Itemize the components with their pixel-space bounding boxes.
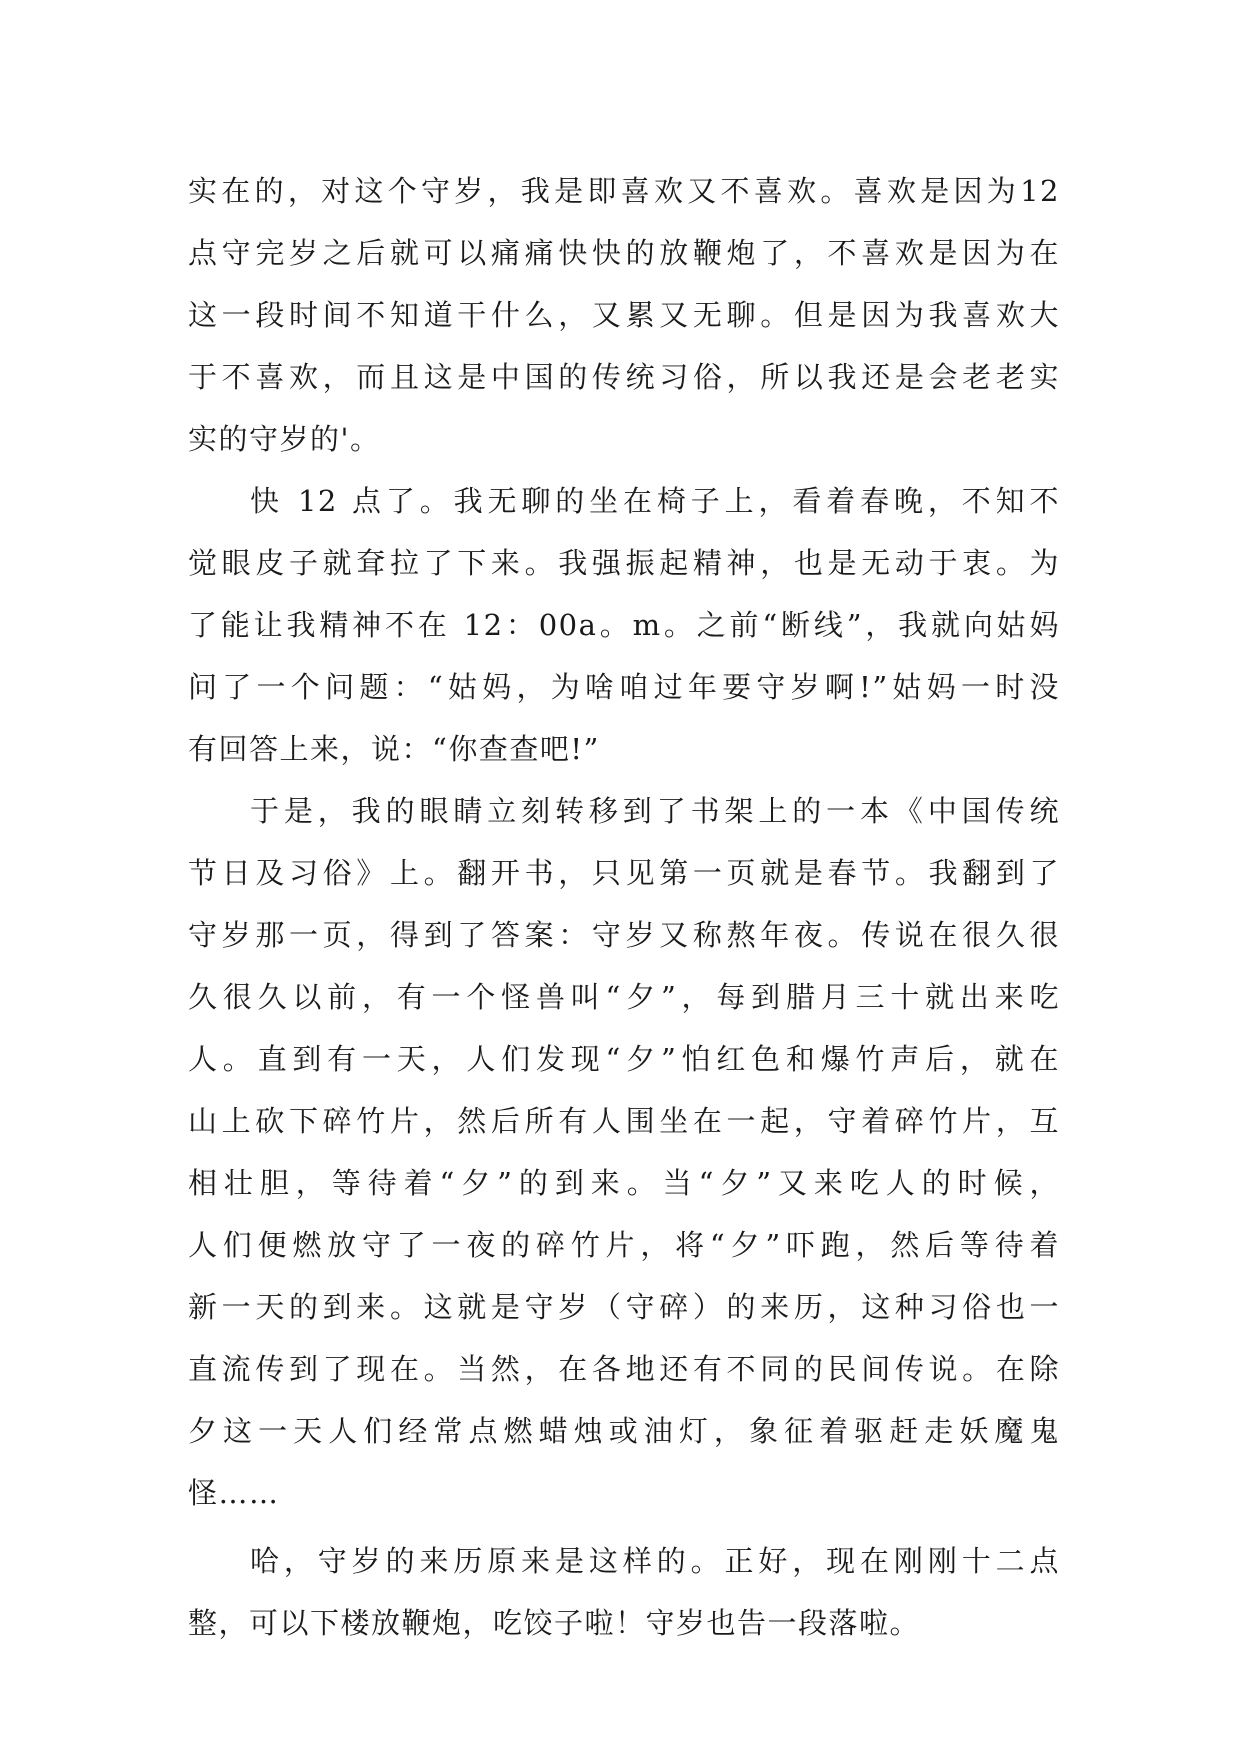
text-line: 夕这一天人们经常点燃蜡烛或油灯，象征着驱赶走妖魔鬼 [188, 1414, 1060, 1448]
paragraph-1 [188, 160, 1060, 470]
text-line: 点守完岁之后就可以痛痛快快的放鞭炮了，不喜欢是因为在 [188, 236, 1060, 270]
text-line: 久很久以前，有一个怪兽叫“夕”，每到腊月三十就出来吃 [188, 980, 1060, 1014]
text-line: 山上砍下碎竹片，然后所有人围坐在一起，守着碎竹片，互 [188, 1104, 1060, 1138]
text-line: 快 12 点了。我无聊的坐在椅子上，看着春晚，不知不 [250, 484, 1060, 518]
text-line: 于是，我的眼睛立刻转移到了书架上的一本《中国传统 [250, 794, 1060, 828]
text-line: 实的守岁的'。 [188, 422, 381, 456]
text-line: 守岁那一页，得到了答案：守岁又称熬年夜。传说在很久很 [188, 918, 1060, 952]
document-body [188, 160, 1060, 1654]
text-line: 整，可以下楼放鞭炮，吃饺子啦！守岁也告一段落啦。 [188, 1606, 921, 1640]
text-line: 相壮胆，等待着“夕”的到来。当“夕”又来吃人的时候， [188, 1166, 1060, 1200]
text-line: 节日及习俗》上。翻开书，只见第一页就是春节。我翻到了 [188, 856, 1060, 890]
text-line: 于不喜欢，而且这是中国的传统习俗，所以我还是会老老实 [188, 360, 1060, 394]
paragraph-3 [188, 780, 1060, 1524]
text-line: 新一天的到来。这就是守岁（守碎）的来历，这种习俗也一 [188, 1290, 1060, 1324]
text-line: 实在的，对这个守岁，我是即喜欢又不喜欢。喜欢是因为12 [188, 174, 1060, 208]
text-line: 哈，守岁的来历原来是这样的。正好，现在刚刚十二点 [250, 1544, 1060, 1578]
text-line: 了能让我精神不在 12：00a。m。之前“断线”，我就向姑妈 [188, 608, 1060, 642]
text-line: 有回答上来，说：“你查查吧!” [188, 732, 600, 766]
paragraph-4 [188, 1530, 1060, 1654]
text-line: 觉眼皮子就耷拉了下来。我强振起精神，也是无动于衷。为 [188, 546, 1060, 580]
text-line: 这一段时间不知道干什么，又累又无聊。但是因为我喜欢大 [188, 298, 1060, 332]
text-line: 怪…… [188, 1476, 280, 1510]
text-line: 人。直到有一天，人们发现“夕”怕红色和爆竹声后，就在 [188, 1042, 1060, 1076]
text-line: 人们便燃放守了一夜的碎竹片，将“夕”吓跑，然后等待着 [188, 1228, 1060, 1262]
text-line: 直流传到了现在。当然，在各地还有不同的民间传说。在除 [188, 1352, 1060, 1386]
text-line: 问了一个问题：“姑妈，为啥咱过年要守岁啊!”姑妈一时没 [188, 670, 1060, 704]
paragraph-2 [188, 470, 1060, 780]
